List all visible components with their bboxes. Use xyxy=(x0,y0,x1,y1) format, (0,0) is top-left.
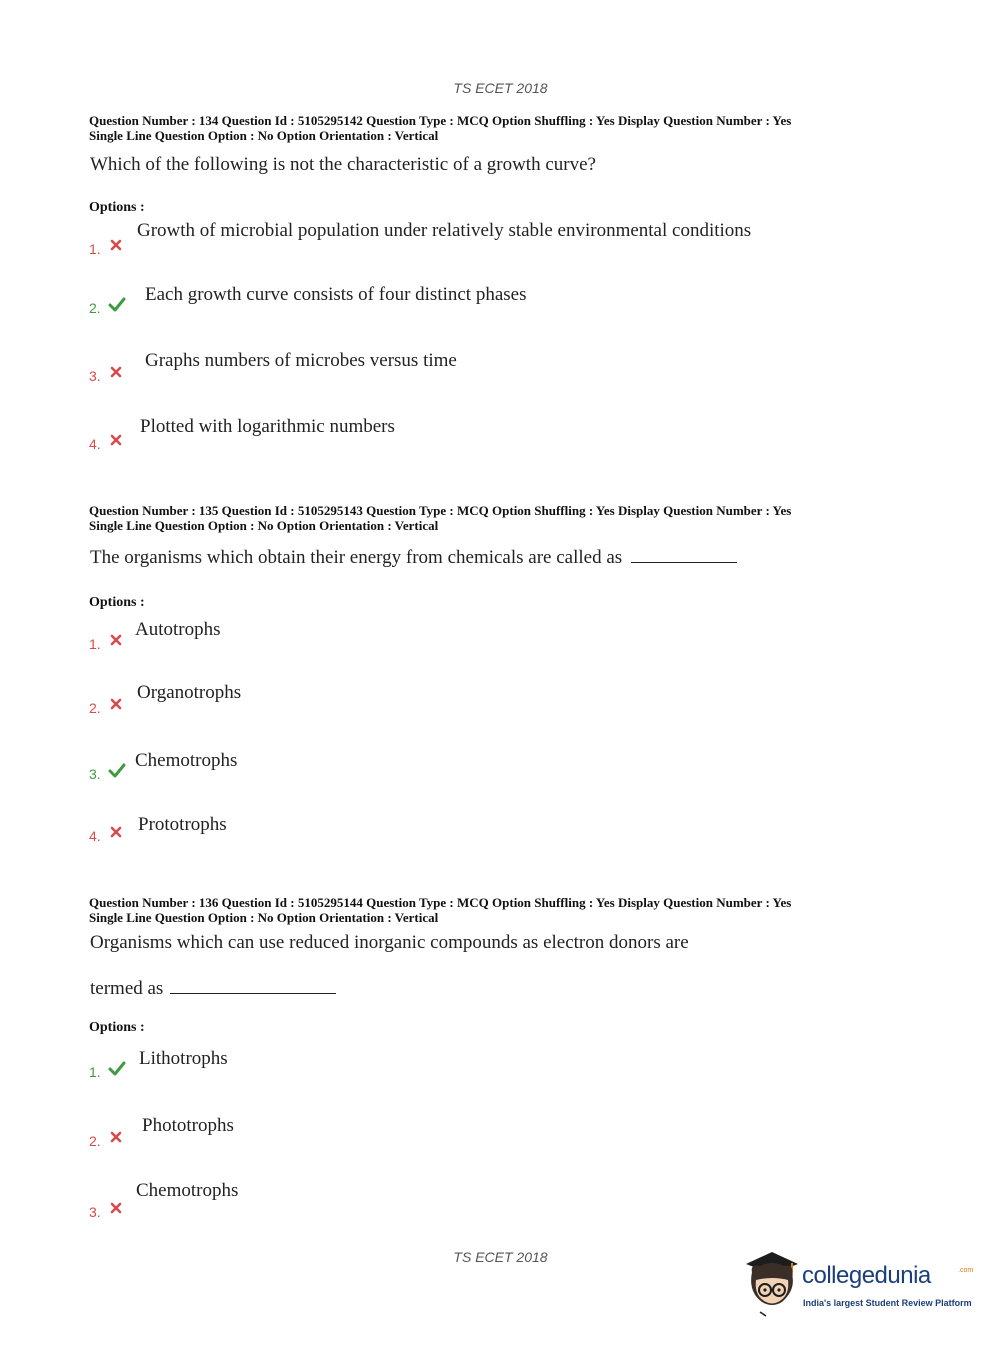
option-text: Lithotrophs xyxy=(139,1048,228,1069)
wrong-cross-icon xyxy=(110,634,122,646)
option-number: 1. xyxy=(89,636,101,652)
option-text: Graphs numbers of microbes versus time xyxy=(145,350,457,371)
option-number: 3. xyxy=(89,766,101,782)
meta-line-1: Question Number : 134 Question Id : 5105295142 Question Type : MCQ Option Shuffling : Yes Display Question Number : Yes xyxy=(89,113,792,128)
question-text: Which of the following is not the characteristic of a growth curve? xyxy=(90,154,596,175)
question-meta xyxy=(89,113,909,143)
wrong-cross-icon xyxy=(110,1131,122,1143)
mascot-icon xyxy=(742,1250,802,1320)
logo-tagline: India's largest Student Review Platform xyxy=(803,1298,972,1308)
wrong-cross-icon xyxy=(110,239,122,251)
page-header: TS ECET 2018 xyxy=(453,80,548,96)
options-label: Options : xyxy=(89,1020,145,1035)
answer-blank xyxy=(631,548,737,563)
option-number: 1. xyxy=(89,1064,101,1080)
correct-check-icon xyxy=(108,297,126,312)
option-text: Each growth curve consists of four distinct phases xyxy=(145,284,527,305)
question-text: The organisms which obtain their energy from chemicals are called as xyxy=(90,547,623,568)
option-text: Autotrophs xyxy=(135,619,221,640)
logo-domain-suffix: .com xyxy=(958,1267,974,1274)
option-number: 4. xyxy=(89,436,101,452)
question-text-continued: termed as xyxy=(90,978,164,999)
option-text: Organotrophs xyxy=(137,682,242,703)
question-text-row-2 xyxy=(90,978,910,1000)
meta-line-1: Question Number : 136 Question Id : 5105295144 Question Type : MCQ Option Shuffling : Yes Display Question Number : Yes xyxy=(89,895,792,910)
answer-blank xyxy=(170,979,336,994)
option-text: Phototrophs xyxy=(142,1115,234,1136)
question-meta xyxy=(89,503,909,533)
option-text: Chemotrophs xyxy=(135,750,238,771)
wrong-cross-icon xyxy=(110,434,122,446)
meta-line-2: Single Line Question Option : No Option Orientation : Vertical xyxy=(89,910,439,925)
option-text: Prototrophs xyxy=(138,814,227,835)
option-number: 3. xyxy=(89,368,101,384)
wrong-cross-icon xyxy=(110,366,122,378)
page-footer: TS ECET 2018 xyxy=(453,1249,548,1265)
wrong-cross-icon xyxy=(110,1202,122,1214)
logo-wordmark: collegedunia xyxy=(802,1262,931,1289)
option-number: 4. xyxy=(89,828,101,844)
collegedunia-logo xyxy=(742,1250,972,1320)
option-number: 3. xyxy=(89,1204,101,1220)
meta-line-1: Question Number : 135 Question Id : 5105295143 Question Type : MCQ Option Shuffling : Yes Display Question Number : Yes xyxy=(89,503,792,518)
wrong-cross-icon xyxy=(110,826,122,838)
option-text: Chemotrophs xyxy=(136,1180,239,1201)
option-number: 2. xyxy=(89,1133,101,1149)
meta-line-2: Single Line Question Option : No Option Orientation : Vertical xyxy=(89,518,439,533)
correct-check-icon xyxy=(108,1061,126,1076)
correct-check-icon xyxy=(108,763,126,778)
options-label: Options : xyxy=(89,595,145,610)
question-meta xyxy=(89,895,909,925)
meta-line-2: Single Line Question Option : No Option Orientation : Vertical xyxy=(89,128,439,143)
wrong-cross-icon xyxy=(110,698,122,710)
option-number: 1. xyxy=(89,241,101,257)
question-text-row xyxy=(90,547,910,569)
options-label: Options : xyxy=(89,200,145,215)
option-number: 2. xyxy=(89,300,101,316)
option-text: Plotted with logarithmic numbers xyxy=(140,416,395,437)
question-text: Organisms which can use reduced inorganic compounds as electron donors are xyxy=(90,932,689,953)
option-text: Growth of microbial population under relatively stable environmental conditions xyxy=(137,220,752,241)
option-number: 2. xyxy=(89,700,101,716)
